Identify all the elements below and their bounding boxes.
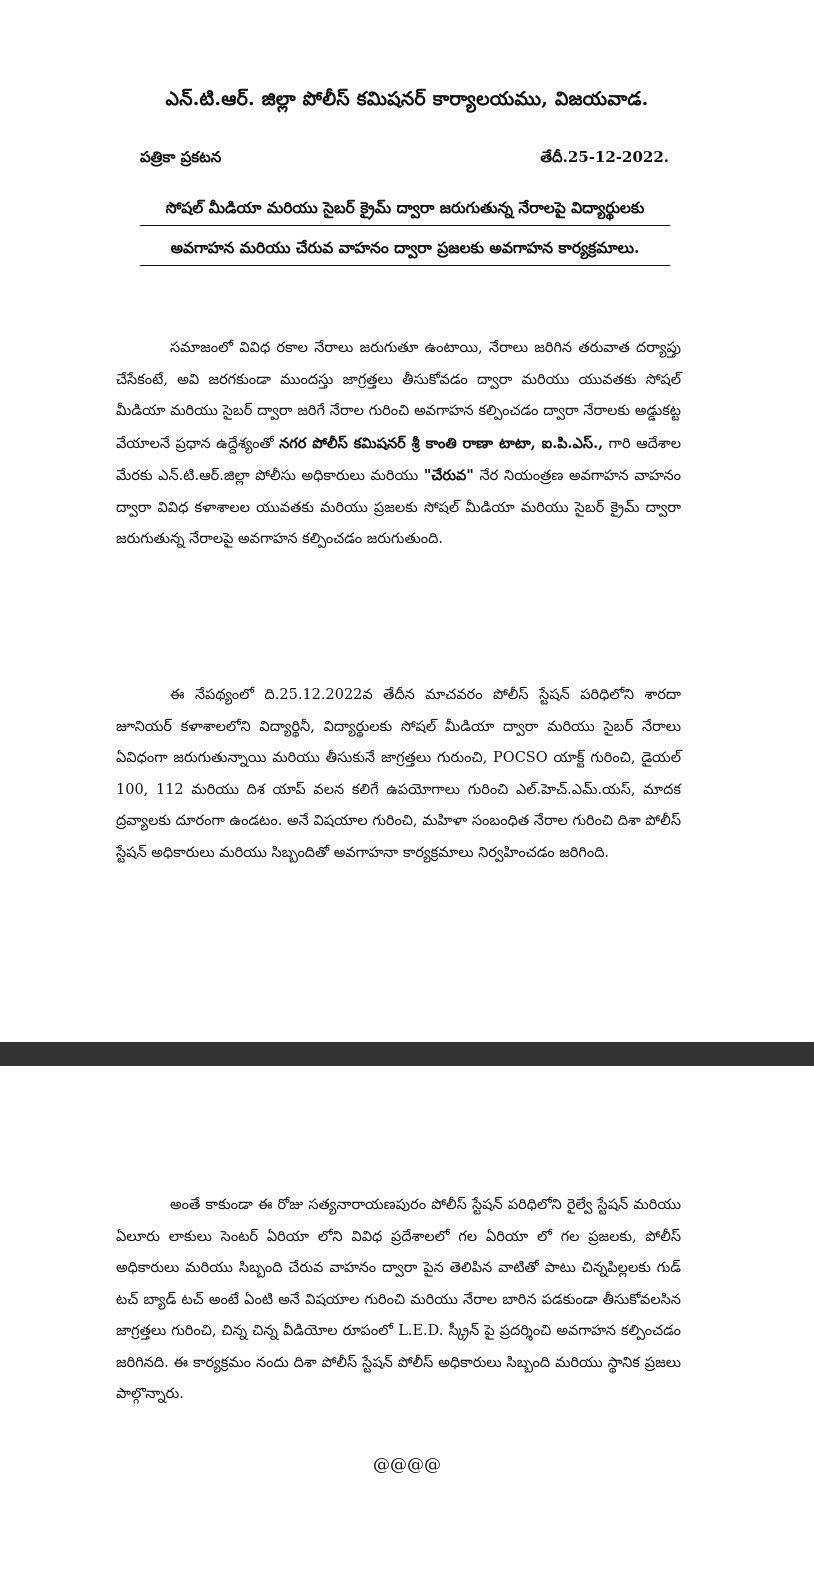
press-release-label: పత్రికా ప్రకటన [140,148,222,166]
closing-mark: @@@@ [373,1455,441,1475]
cheruva-program-name: "చేరువ" [423,467,474,484]
headline-line-1: సోషల్ మీడియా మరియు సైబర్ క్రైమ్ ద్వారా జరుగుతున్న నేరాలపై విద్యార్థులకు [140,198,670,226]
paragraph-1-text-c: నేర నియంత్రణ అవగాహన వాహనం ద్వారా వివిధ కళాశాలల యువతకు మరియు ప్రజలకు సోషల్ మీడియా మరియు సైబర్ క్రైమ్ ద్వారా జరుగుతున్న నేరాలపై అవగాహన కల్పించడం జరుగుతుంది. [116,468,682,547]
paragraph-3: అంతే కాకుండా ఈ రోజు సత్యనారాయణపురం పోలీస్ స్టేషన్ పరిధిలోని రైల్వే స్టేషన్ మరియు ఏలూరు లాకులు సెంటర్ ఏరియా లోని వివిధ ప్రదేశాలలో గల ఏరియా లో గల ప్రజలకు, పోలీస్ అధికారులు మరియు సిబ్బంది చేరువ వాహనం ద్వారా పైన తెలిపిన వాటితో పాటు చిన్నపిల్లలకు గుడ్ టచ్ బ్యాడ్ టచ్ అంటే ఏంటి అనే విషయాల గురించి మరియు నేరాల బారిన పడకుండా తీసుకోవలసిన జాగ్రత్తలు గురించి, చిన్న చిన్న వీడియోల రూపంలో L.E.D. స్క్రీన్ పై ప్రదర్శించి అవగాహన కల్పించడం జరిగినది. ఈ కార్యక్రమం నందు దిశా పోలీస్ స్టేషన్ పోలీస్ అధికారులు సిబ్బంది మరియు స్థానిక ప్రజలు పాల్గొన్నారు. [116,1197,681,1402]
paragraph-1-text-b: గారి ఆదేశాల మేరకు ఎన్.టి.ఆర్.జిల్లా పోలీసు అధికారులు మరియు [116,435,681,484]
paragraph-1-text-a: సమాజంలో వివిధ రకాల నేరాలు జరుగుతూ ఉంటాయి, నేరాలు జరిగిన తరువాత దర్యాప్తు చేసేకంటే, అవి జరగకుండా ముందస్తు జాగ్రత్తలు తీసుకోవడం ద్వారా మరియు యువతకు సోషల్ మీడియా మరియు సైబర్ ద్వారా జరిగే నేరాల గురించి అవగాహన కల్పించడం ద్వారా నేరాలకు అడ్డుకట్ట వేయాలనే ప్రధాన ఉద్దేశ్యంతో [116,340,681,452]
paragraph-1 [116,333,681,556]
headline-line-2: అవగాహన మరియు చేరువ వాహనం ద్వారా ప్రజలకు అవగాహన కార్యక్రమాలు. [140,238,670,266]
release-date: తేదీ.25-12-2022. [540,148,669,166]
commissioner-name: నగర పోలీస్ కమిషనర్ శ్రీ కాంతి రాణా టాటా, ఐ.పి.ఎస్., [279,434,604,452]
office-title: ఎన్.టి.ఆర్. జిల్లా పోలీస్ కమిషనర్ కార్యాలయము, విజయవాడ. [165,88,649,110]
page-separator [0,1042,814,1066]
paragraph-2: ఈ నేపథ్యంలో ది.25.12.2022వ తేదీన మాచవరం పోలీస్ స్టేషన్ పరిధిలోని శారదా జూనియర్ కళాశాలలోని విద్యార్థినీ, విద్యార్థులకు సోషల్ మీడియా ద్వారా మరియు సైబర్ నేరాలు ఏవిధంగా జరుగుతున్నాయి మరియు తీసుకునే జాగ్రత్తలు గురుంచి, POCSO యాక్ట్ గురించి, డైయల్ 100, 112 మరియు దిశ యాప్ వలన కలిగే ఉపయోగాలు గురించి ఎల్.హెచ్.ఎమ్.యస్, మాదక ద్రవ్యాలకు దూరంగా ఉండటం. అనే విషయాల గురించి, మహిళా సంబంధిత నేరాల గురించి దిశా పోలీస్ స్టేషన్ అధికారులు మరియు సిబ్బందితో అవగాహనా కార్యక్రమాలు నిర్వహించడం జరిగింది. [116,687,681,861]
